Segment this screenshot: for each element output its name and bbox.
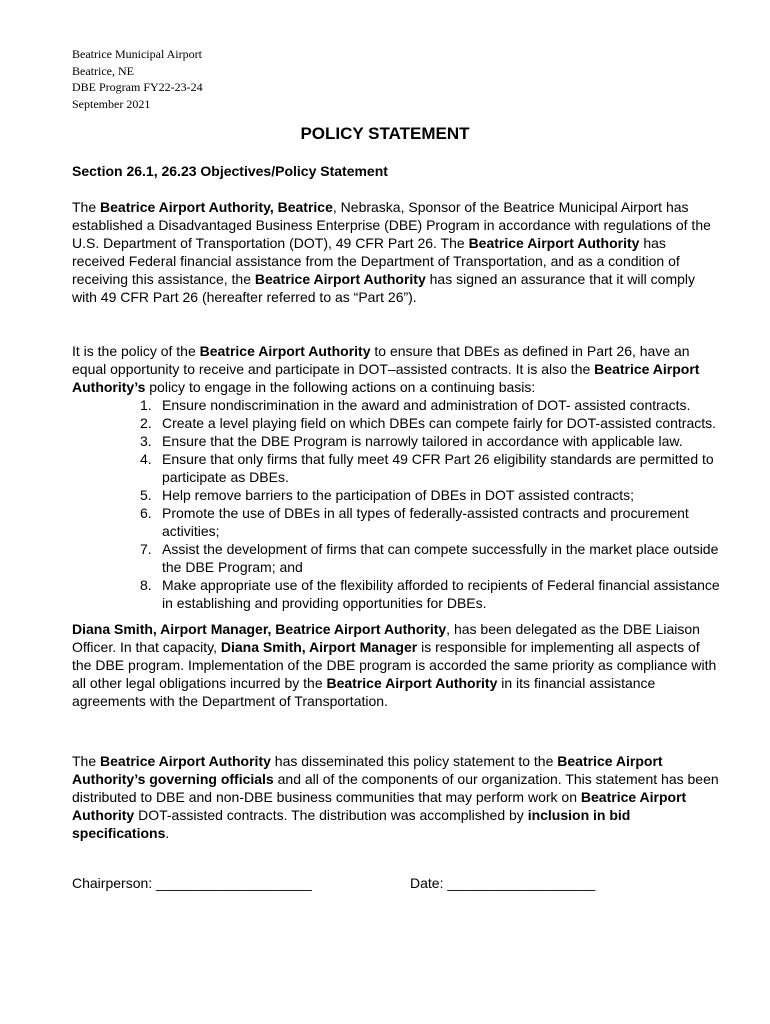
chairperson-signature-line[interactable]: Chairperson: ____________________	[72, 875, 312, 891]
list-item: 4. Ensure that only firms that fully meet 49 CFR Part 26 eligibility standards are permitted to participate as DBEs.	[140, 451, 714, 485]
list-item: 7. Assist the development of firms that can compete successfully in the market place outside the DBE Program; and	[140, 541, 719, 575]
policy-actions-list	[72, 396, 720, 612]
list-item: 6. Promote the use of DBEs in all types of federally-assisted contracts and procurement activities;	[140, 505, 689, 539]
paragraph-dissemination: The Beatrice Airport Authority has disseminated this policy statement to the Beatrice Airport Authority’s governing officials and all of the components of our organization. This statement has been distributed to DBE and non-DBE business communities that may perform work on Beatrice Airport Authority DOT-assisted contracts. The distribution was accomplished by inclusion in bid specifications.	[72, 753, 719, 841]
header-program: DBE Program FY22-23-24	[72, 80, 203, 94]
header-location: Beatrice, NE	[72, 63, 134, 78]
section-heading: Section 26.1, 26.23 Objectives/Policy Statement	[72, 163, 388, 179]
list-item: 2. Create a level playing field on which DBEs can compete fairly for DOT-assisted contracts.	[140, 415, 717, 431]
page-title: POLICY STATEMENT	[300, 124, 470, 143]
policy-intro: It is the policy of the Beatrice Airport Authority to ensure that DBEs as defined in Part 26, have an equal opportunity to receive and participate in DOT–assisted contracts. It is also the Beatrice Airport Authority’s policy to engage in the following actions on a continuing basis:	[72, 343, 700, 395]
document-header	[72, 46, 203, 112]
list-item: 1. Ensure nondiscrimination in the award and administration of DOT- assisted contracts.	[140, 397, 691, 413]
header-organization: Beatrice Municipal Airport	[72, 47, 202, 61]
date-signature-line[interactable]: Date: ___________________	[410, 875, 596, 891]
paragraph-liaison: Diana Smith, Airport Manager, Beatrice Airport Authority, has been delegated as the DBE Liaison Officer. In that capacity, Diana Smith, Airport Manager is responsible for implementing all aspects of the DBE program. Implementation of the DBE program is accorded the same priority as compliance with all other legal obligations incurred by the Beatrice Airport Authority in its financial assistance agreements with the Department of Transportation.	[72, 621, 717, 709]
list-item: 8. Make appropriate use of the flexibility afforded to recipients of Federal financial assistance in establishing and providing opportunities for DBEs.	[140, 577, 720, 611]
header-date: September 2021	[72, 96, 151, 111]
list-item: 5. Help remove barriers to the participation of DBEs in DOT assisted contracts;	[140, 487, 635, 503]
list-item: 3. Ensure that the DBE Program is narrowly tailored in accordance with applicable law.	[140, 433, 683, 449]
paragraph-policy	[72, 342, 720, 612]
paragraph-sponsor: The Beatrice Airport Authority, Beatrice, Nebraska, Sponsor of the Beatrice Municipal Airport has established a Disadvantaged Business Enterprise (DBE) Program in accordance with regulations of the U.S. Department of Transportation (DOT), 49 CFR Part 26. The Beatrice Airport Authority has received Federal financial assistance from the Department of Transportation, and as a condition of receiving this assistance, the Beatrice Airport Authority has signed an assurance that it will comply with 49 CFR Part 26 (hereafter referred to as “Part 26”).	[72, 199, 711, 305]
